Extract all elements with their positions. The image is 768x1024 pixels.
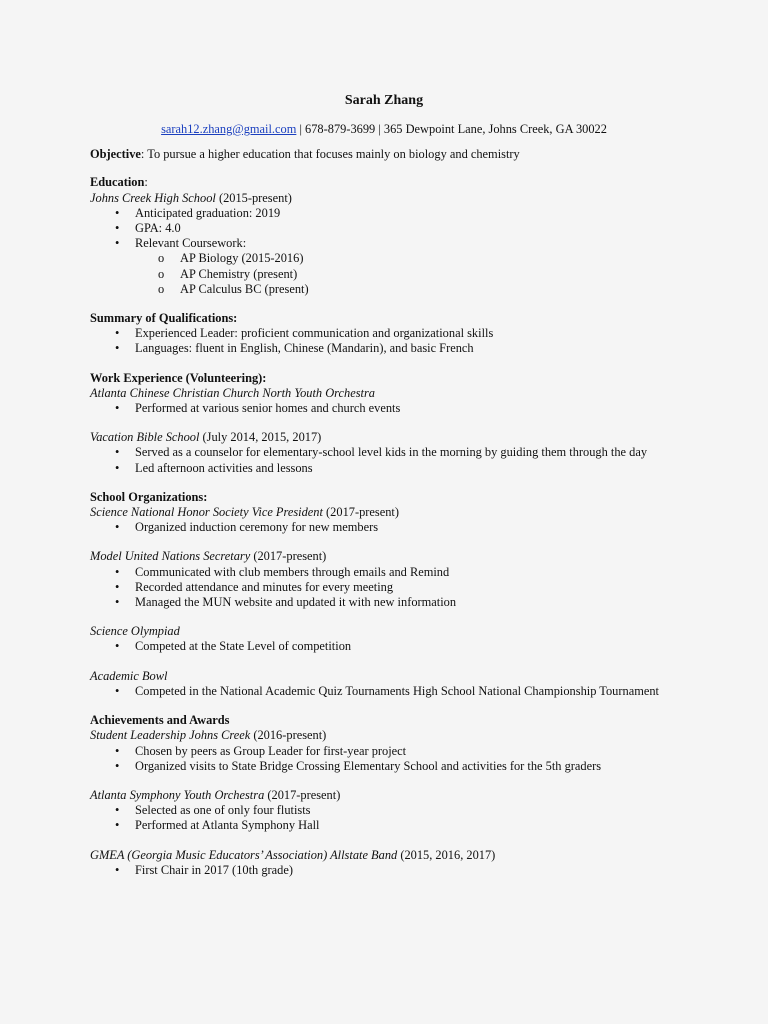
entry-list	[90, 520, 678, 535]
education-list	[90, 206, 678, 252]
coursework-item: o AP Biology (2015-2016)	[90, 251, 678, 266]
entry-title-line	[90, 386, 678, 401]
entry-list	[90, 565, 678, 611]
list-item: • Anticipated graduation: 2019	[90, 206, 678, 221]
entry-org: Science National Honor Society Vice President	[90, 505, 323, 520]
entry-dates: (2015, 2016, 2017)	[397, 847, 496, 862]
section-heading-suffix: :	[144, 175, 148, 190]
entry-dates: (2016-present)	[250, 728, 327, 743]
entry-org: Atlanta Chinese Christian Church North Youth Orchestra	[90, 385, 376, 400]
section-heading: Education	[90, 175, 145, 190]
entry-org: Model United Nations Secretary	[90, 549, 251, 564]
list-item: • Led afternoon activities and lessons	[90, 461, 678, 476]
objective-label: Objective	[90, 147, 141, 162]
organization-entry	[90, 624, 678, 654]
entry-list	[90, 401, 678, 416]
list-item: • Served as a counselor for elementary-school level kids in the morning by guiding them through the day	[90, 445, 678, 460]
entry-title-line	[90, 848, 678, 863]
entry-list	[90, 639, 678, 654]
entry-list	[90, 445, 678, 475]
awards-section	[90, 713, 678, 878]
list-item: • Organized visits to State Bridge Crossing Elementary School and activities for the 5th graders	[90, 759, 678, 774]
entry-dates: (July 2014, 2015, 2017)	[199, 430, 322, 445]
list-item: • Managed the MUN website and updated it with new information	[90, 595, 678, 610]
list-item: • Recorded attendance and minutes for every meeting	[90, 580, 678, 595]
award-entry	[90, 848, 678, 878]
coursework-item: o AP Chemistry (present)	[90, 267, 678, 282]
objective	[90, 147, 678, 162]
work-entry	[90, 386, 678, 416]
organization-entry	[90, 669, 678, 699]
section-heading: Achievements and Awards	[90, 713, 230, 728]
entry-list	[90, 744, 678, 774]
entry-title-line	[90, 788, 678, 803]
entry-org: Atlanta Symphony Youth Orchestra	[90, 787, 265, 802]
entry-list	[90, 684, 678, 699]
entry-list	[90, 863, 678, 878]
entry-org: Science Olympiad	[90, 624, 180, 639]
resume-name: Sarah Zhang	[344, 93, 424, 108]
entry-title-line	[90, 430, 678, 445]
qualifications-section	[90, 311, 678, 357]
entry-dates: (2017-present)	[250, 549, 327, 564]
contact-details: | 678-879-3699 | 365 Dewpoint Lane, Johns Creek, GA 30022	[296, 122, 607, 136]
list-item: • Relevant Coursework:	[90, 236, 678, 251]
work-entry	[90, 430, 678, 476]
school-dates: (2015-present)	[215, 190, 292, 205]
coursework-list	[90, 251, 678, 297]
list-item: • Languages: fluent in English, Chinese (Mandarin), and basic French	[90, 341, 678, 356]
qualifications-list	[90, 326, 678, 356]
entry-title-line	[90, 505, 678, 520]
entry-org: GMEA (Georgia Music Educators’ Association) Allstate Band	[90, 847, 398, 862]
list-item: • Communicated with club members through emails and Remind	[90, 565, 678, 580]
entry-org: Student Leadership Johns Creek	[90, 728, 251, 743]
school-name: Johns Creek High School	[90, 190, 216, 205]
section-heading: Work Experience (Volunteering):	[90, 370, 267, 385]
section-heading: Summary of Qualifications:	[90, 311, 238, 326]
list-item: • GPA: 4.0	[90, 221, 678, 236]
entry-dates: (2017-present)	[264, 787, 341, 802]
organization-entry	[90, 505, 678, 535]
list-item: • First Chair in 2017 (10th grade)	[90, 863, 678, 878]
list-item: • Chosen by peers as Group Leader for first-year project	[90, 744, 678, 759]
list-item: • Competed in the National Academic Quiz Tournaments High School National Championship Tournament	[90, 684, 678, 699]
entry-title-line	[90, 624, 678, 639]
list-item: • Selected as one of only four flutists	[90, 803, 678, 818]
award-entry	[90, 728, 678, 774]
list-item: • Performed at various senior homes and church events	[90, 401, 678, 416]
work-section	[90, 371, 678, 476]
entry-org: Academic Bowl	[90, 668, 168, 683]
entry-list	[90, 803, 678, 833]
organization-entry	[90, 549, 678, 610]
objective-text: : To pursue a higher education that focuses mainly on biology and chemistry	[140, 147, 520, 162]
coursework-item: o AP Calculus BC (present)	[90, 282, 678, 297]
school-line	[90, 191, 678, 206]
section-heading: School Organizations:	[90, 489, 208, 504]
entry-dates: (2017-present)	[322, 505, 399, 520]
education-heading-line	[90, 175, 678, 190]
organizations-section	[90, 490, 678, 699]
list-item: • Competed at the State Level of competition	[90, 639, 678, 654]
list-item: • Experienced Leader: proficient communication and organizational skills	[90, 326, 678, 341]
entry-title-line	[90, 549, 678, 564]
list-item: • Performed at Atlanta Symphony Hall	[90, 818, 678, 833]
entry-org: Vacation Bible School	[90, 430, 200, 445]
email-link[interactable]: sarah12.zhang@gmail.com	[161, 122, 297, 136]
education-section	[90, 175, 678, 297]
contact-line	[90, 122, 678, 137]
entry-title-line	[90, 669, 678, 684]
award-entry	[90, 788, 678, 834]
list-item: • Organized induction ceremony for new members	[90, 520, 678, 535]
entry-title-line	[90, 728, 678, 743]
